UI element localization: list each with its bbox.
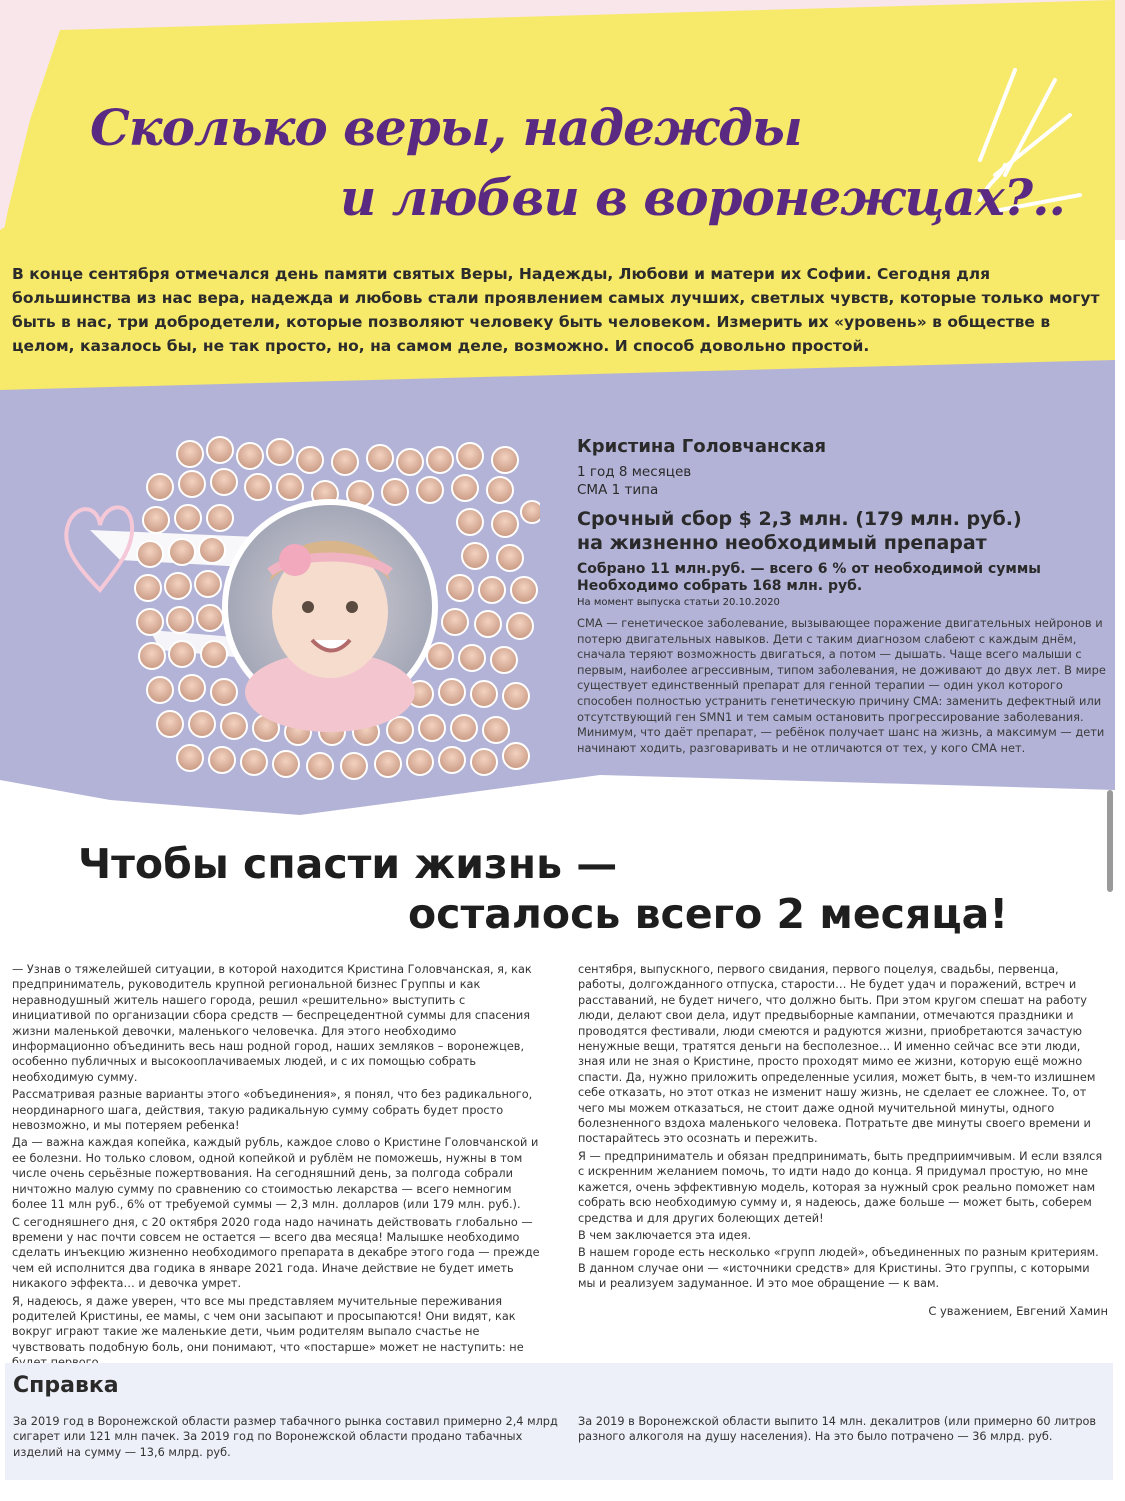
- patient-age: 1 год 8 месяцев: [577, 464, 692, 480]
- needed-amount: Необходимо собрать 168 млн. руб.: [577, 578, 863, 594]
- fund-title: [577, 507, 1112, 555]
- reference-alcohol-text: За 2019 в Воронежской области выпито 14 млн. декалитров (или примерно 60 литров разного алкоголя на душу населения). На это было потрачено — 36 млрд. руб.: [578, 1415, 1097, 1444]
- article-paragraph: Я, надеюсь, я даже уверен, что все мы представляем мучительные переживания родителей Кристины, ее мамы, с чем они засыпают и просыпаются! Они видят, как вокруг играют такие же маленькие дети, чьим родителям выпало счастье не чувствовать подобную боль, они понимают, что «постарше» может не наступить: не: [12, 1294, 524, 1354]
- patient-diagnosis: СМА 1 типа: [577, 482, 659, 498]
- article-column-right: [578, 962, 1108, 1294]
- article-column-left: [12, 962, 542, 1373]
- reference-title: Справка: [13, 1373, 119, 1398]
- headline-line1: Чтобы спасти жизнь —: [78, 840, 618, 888]
- patient-name: Кристина Головчанская: [577, 436, 827, 457]
- article-paragraph: В чем заключается эта идея.: [578, 1228, 752, 1242]
- date-note: На момент выпуска статьи 20.10.2020: [577, 597, 780, 608]
- article-paragraph: Да — важна каждая копейка, каждый рубль, каждое слово о Кристине Головчанской и ее болезни. Но только словом, одной копейкой и рублём не поможешь, нужны в том числе очень серьёзные пожертвования. На сегодняшний день, за полгода собрали ничтожно малую сумму по сравнению со стоимостью лекарства — всего немногим более 11 млн руб., 6% от требуемой суммы — 2,3 млн. долларов (или 179 млн. руб.).: [12, 1136, 539, 1212]
- portrait-collage: [120, 432, 540, 792]
- sma-description: СМА — генетическое заболевание, вызывающее поражение двигательных нейронов и потерю двигательных навыков. Дети с таким диагнозом слабеют с каждым днём, сначала теряют возможность двигаться, а потом — дышать. Чаще всего малыши с первым, наиболее агрессивным, типом заболевания, не доживают до двух лет. В мире существует единственный препарат для генной терапии — один укол которого способен полностью устранить генетическую причину СМА: заменить дефектный или отсутствующий ген SMN1 и тем самым остановить прогрессирование заболевания. Минимум, что даёт препарат, — ребёнок получает шанс на жизнь, а максимум — дети начинают ходить, разговаривать и не отличаются от тех, у кого СМА нет.: [577, 616, 1106, 755]
- reference-tobacco-text: За 2019 год в Воронежской области размер табачного рынка составил примерно 2,4 млрд сигарет или 121 млн пачек. За 2019 год по Воронежской области продано табачных изделий на сумму — 13,6 млрд. руб.: [13, 1415, 558, 1459]
- article-paragraph: сентября, выпускного, первого свидания, первого поцелуя, свадьбы, первенца, работы, долгожданного отпуска, старости… Не будет удач и поражений, встреч и расставаний, не будет ничего, что должно быть. При этом кругом спешат на работу люди, делают свои дела, идут предвыборные кампании, отмечаются праздники и проводятся фестивали, люди смеются и радуются жизни, приобретаются зачастую ненужные вещи, тратятся деньги на бесполезное… И именно сейчас все эти люди, зная или не зная о Кристине, просто проходят мимо ее жизни, которую ещё можно спасти. Да, нужно приложить определенные усилия, может быть, в чем-то излишнем себе отказать, но этот отказ не изменит нашу жизнь, не сделает ее сложнее. То, от чего мы можем отказаться, не стоит даже одной мучительной минуты, одного болезненного вздоха маленького человека. Потратьте две минуты своего времени и постарайтесь это осознать и пережить.: [578, 963, 1096, 1146]
- fund-title-line2: на жизненно необходимый препарат: [577, 532, 987, 554]
- intro-paragraph: В конце сентября отмечался день памяти святых Веры, Надежды, Любови и матери их Софии. Сегодня для большинства из нас вера, надежда и любовь стали проявлением самых лучших, светлых чувств, которые только могут быть в нас, три добродетели, которые позволяют человеку быть человеком. Измерить их «уровень» в обществе в целом, казалось бы, не так просто, но, на самом деле, возможно. И способ довольно простой.: [12, 265, 1100, 355]
- fund-title-line1: Срочный сбор $ 2,3 млн. (179 млн. руб.): [577, 508, 1022, 530]
- collected-amount: Собрано 11 млн.руб. — всего 6 % от необходимой суммы: [577, 561, 1041, 577]
- page-title-line1: Сколько веры, надежды: [90, 98, 802, 157]
- signature: С уважением, Евгений Хамин: [928, 1304, 1108, 1318]
- reference-box: [5, 1363, 1113, 1480]
- article-paragraph: Я — предприниматель и обязан предпринимать, быть предприимчивым. И если взялся с искренним желанием помочь, то идти надо до конца. Я придумал простую, но мне кажется, очень эффективную модель, которая за нужный срок реально поможет нам собрать всю необходимую сумму и, я надеюсь, даже больше — может быть, соберем средства и для других болеющих детей!: [578, 1149, 1103, 1225]
- article-paragraph: — Узнав о тяжелейшей ситуации, в которой находится Кристина Головчанская, я, как предприниматель, руководитель крупной региональной бизнес Группы и как неравнодушный житель нашего города, решил «решительно» выступить с инициативой по организации сбора средств — беспрецедентной суммы для спасения жизни маленькой девочки, маленького человечка. Для этого необходимо информационно объединить весь наш родной город, наших земляков – воронежцев, особенно публичных и высокооплачиваемых людей, и с их помощью собрать необходимую сумму.: [12, 963, 532, 1084]
- scrollbar-thumb[interactable]: [1107, 790, 1113, 892]
- patient-info: [577, 436, 1112, 756]
- article-paragraph: Рассматривая разные варианты этого «объединения», я понял, что без радикального, неординарного шага, действия, такую радикальную сумму собрать будет просто невозможно, и мы потеряем ребенка!: [12, 1088, 533, 1133]
- article-paragraph: С сегодняшнего дня, с 20 октября 2020 года надо начинать действовать глобально — времени у нас почти совсем не остается — всего два месяца! Малышке необходимо сделать инъекцию жизненно необходимого препарата в декабре этого года — прежде чем ей исполнится два годика в январе 2021 года. Иначе действие не будет иметь никакого эффекта… и девочка умрет.: [12, 1215, 540, 1291]
- article-paragraph: В нашем городе есть несколько «групп людей», объединенных по разным критериям. В данном случае они — «источники средств» для Кристины. Это группы, с которыми мы и реализуем задуманное. И это мое обращение — к вам.: [578, 1246, 1099, 1291]
- headline-line2: осталось всего 2 месяца!: [408, 890, 1009, 938]
- page-title-line2: и любви в воронежцах?..: [340, 168, 1065, 227]
